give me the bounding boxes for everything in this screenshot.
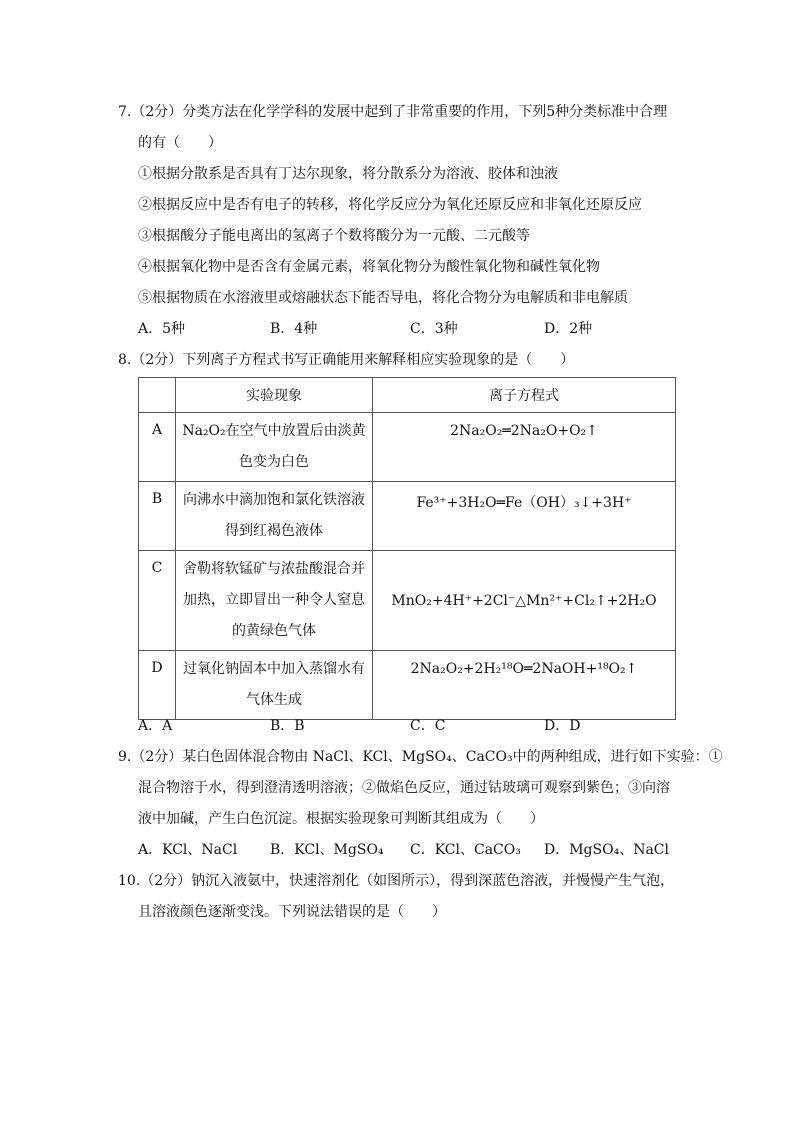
table-row [139,413,676,482]
question-8-stem-text: 8.（2分）下列离子方程式书写正确能用来解释相应实验现象的是（ ） [118,352,575,368]
table-row [139,651,676,720]
option-b: B．KCl、MgSO₄ [270,842,384,858]
row-phenomenon: Na₂O₂在空气中放置后由淡黄色变为白色 [176,413,373,482]
question-7 [118,97,678,345]
question-7-item-3: ③根据酸分子能电离出的氢离子个数将酸分为一元酸、二元酸等 [138,228,530,244]
question-7-options [118,314,678,345]
option-c: C．KCl、CaCO₃ [410,842,521,858]
option-a: A．KCl、NaCl [138,842,238,858]
row-label: C [139,551,176,651]
option-a: A．5种 [138,321,186,337]
option-d: D．2种 [544,321,593,337]
question-7-item-5: ⑤根据物质在水溶液里或熔融状态下能否导电，将化合物分为电解质和非电解质 [138,290,628,306]
question-10-stem-line1: 10.（2分）钠沉入液氨中，快速溶剂化（如图所示），得到深蓝色溶液，并慢慢产生气泡， [118,873,675,889]
question-7-item-2: ②根据反应中是否有电子的转移，将化学反应分为氧化还原反应和非氧化还原反应 [138,197,642,213]
option-b: B．B [270,718,305,734]
table-header-row [139,378,676,413]
row-phenomenon: 过氧化钠固本中加入蒸馏水有气体生成 [176,651,373,720]
question-9-stem-line2: 混合物溶于水，得到澄清透明溶液；②做焰色反应，通过钴玻璃可观察到紫色；③向溶 [138,780,670,796]
question-7-stem-line1: 7.（2分）分类方法在化学学科的发展中起到了非常重要的作用，下列5种分类标准中合理 [118,104,668,120]
row-equation: 2Na₂O₂+2H₂¹⁸O═2NaOH+¹⁸O₂↑ [373,651,676,720]
row-label: B [139,482,176,551]
table-header-blank [139,378,176,413]
table-row [139,551,676,651]
table-header-phenomenon: 实验现象 [176,378,373,413]
question-9 [118,742,723,866]
row-phenomenon: 舍勒将软锰矿与浓盐酸混合并加热，立即冒出一种令人窒息的黄绿色气体 [176,551,373,651]
question-9-options [118,835,678,866]
experiment-table [138,377,676,720]
question-8-options-wrap [118,711,678,742]
option-d: D．MgSO₄、NaCl [544,842,669,858]
question-9-stem-line3: 液中加碱，产生白色沉淀。根据实验现象可判断其组成为（ ） [138,811,544,827]
question-7-item-4: ④根据氧化物中是否含有金属元素，将氧化物分为酸性氧化物和碱性氧化物 [138,259,600,275]
question-7-stem-line2: 的有（ ） [138,135,222,151]
row-equation: MnO₂+4H⁺+2Cl⁻△Mn²⁺+Cl₂↑+2H₂O [373,551,676,651]
question-7-item-1: ①根据分散系是否具有丁达尔现象，将分散系分为溶液、胶体和浊液 [138,166,558,182]
option-b: B．4种 [270,321,318,337]
question-10 [118,866,678,928]
question-8-stem [118,345,678,376]
option-d: D．D [544,718,581,734]
option-c: C．3种 [410,321,458,337]
row-equation: 2Na₂O₂═2Na₂O+O₂↑ [373,413,676,482]
row-label: A [139,413,176,482]
row-label: D [139,651,176,720]
question-8-options [118,711,678,742]
row-phenomenon: 向沸水中滴加饱和氯化铁溶液得到红褐色液体 [176,482,373,551]
option-a: A．A [138,718,173,734]
table-row [139,482,676,551]
question-9-stem-line1: 9.（2分）某白色固体混合物由 NaCl、KCl、MgSO₄、CaCO₃中的两种组成，进行如下实验：① [118,749,723,765]
row-equation: Fe³⁺+3H₂O═Fe（OH）₃↓+3H⁺ [373,482,676,551]
option-c: C．C [410,718,446,734]
question-10-stem-line2: 且溶液颜色逐渐变浅。下列说法错误的是（ ） [138,904,446,920]
table-header-equation: 离子方程式 [373,378,676,413]
